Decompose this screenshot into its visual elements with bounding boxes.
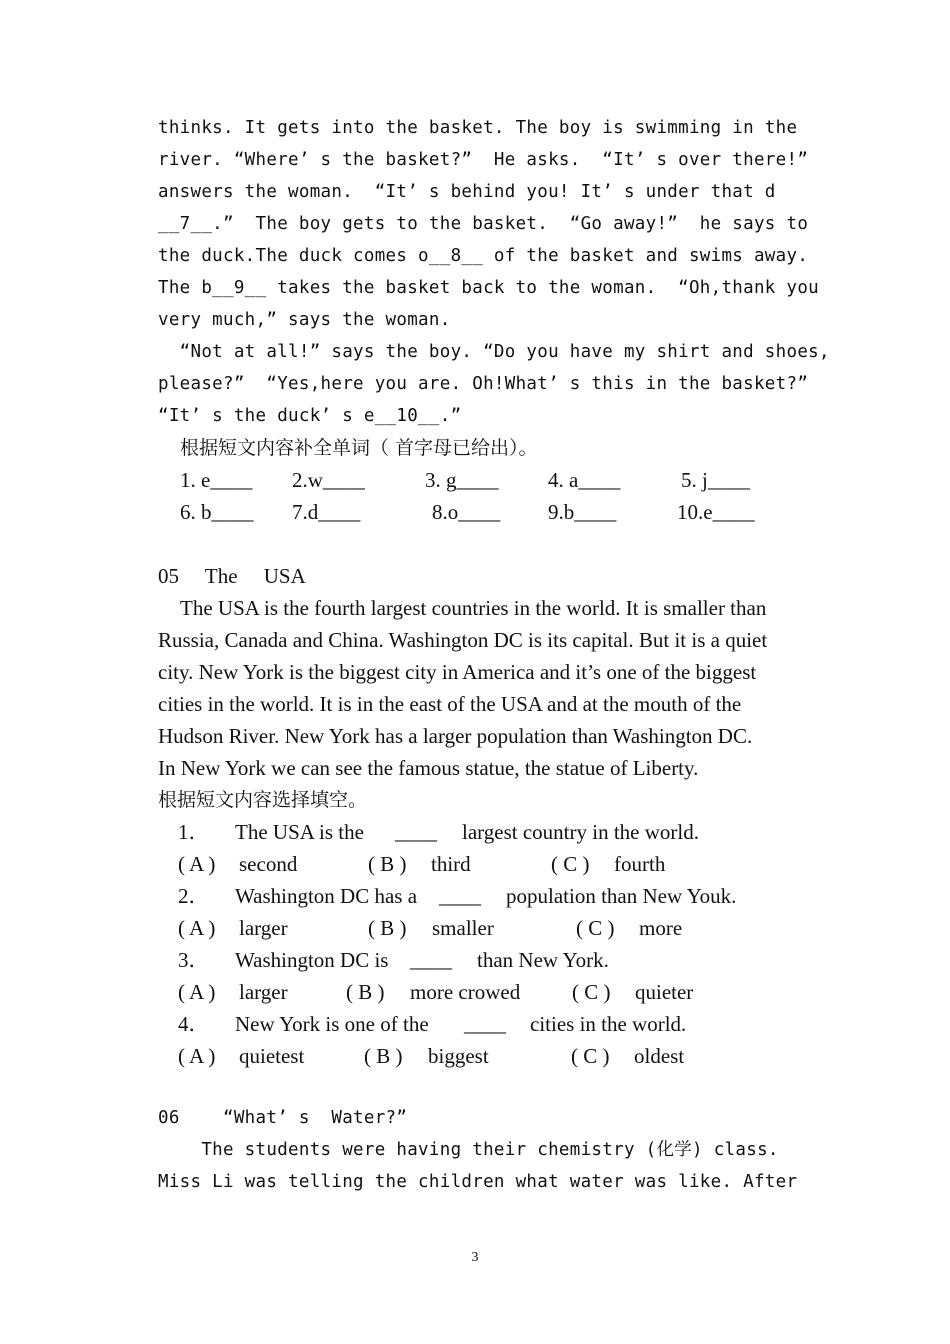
option-label: ( B ) bbox=[368, 916, 407, 940]
question-stem: Washington DC has a bbox=[235, 884, 418, 908]
question-stem: The USA is the bbox=[235, 820, 364, 844]
page-number: 3 bbox=[471, 1250, 479, 1265]
word-blank: 10.e____ bbox=[677, 500, 755, 524]
paragraph-line: Russia, Canada and China. Washington DC is its capital. But it is a quiet bbox=[158, 628, 768, 652]
question-stem: largest country in the world. bbox=[462, 820, 699, 844]
option-text: second bbox=[239, 852, 298, 876]
paragraph-line: cities in the world. It is in the east of the USA and at the mouth of the bbox=[158, 692, 742, 716]
option-text: more bbox=[639, 916, 683, 940]
question-stem: cities in the world. bbox=[530, 1012, 687, 1036]
question-number: 1． bbox=[178, 820, 210, 844]
option-label: ( C ) bbox=[572, 980, 611, 1004]
option-text: fourth bbox=[614, 852, 666, 876]
word-blank: 5. j____ bbox=[681, 468, 750, 492]
paragraph-line: city. New York is the biggest city in America and it’s one of the biggest bbox=[158, 660, 757, 684]
answer-blank: ____ bbox=[464, 1012, 506, 1036]
paragraph-line: The USA is the fourth largest countries in the world. It is smaller than bbox=[180, 596, 767, 620]
answer-blank: ____ bbox=[439, 884, 481, 908]
story-line: please?” “Yes,here you are. Oh!What’ s this in the basket?” bbox=[158, 374, 809, 394]
story-line: answers the woman. “It’ s behind you! It’ s under that d bbox=[158, 182, 776, 202]
story-line: river. “Where’ s the basket?” He asks. “It’ s over there!” bbox=[158, 150, 809, 170]
question-number: 2． bbox=[178, 884, 210, 908]
word-blank: 1. e____ bbox=[180, 468, 253, 492]
story-line: __7__.” The boy gets to the basket. “Go away!” he says to bbox=[158, 214, 809, 234]
section05-heading: 05 The USA bbox=[158, 564, 306, 588]
section05-instruction: 根据短文内容选择填空。 bbox=[158, 789, 368, 811]
word-blank: 2.w____ bbox=[292, 468, 365, 492]
answer-blank: ____ bbox=[395, 820, 437, 844]
story-line: “Not at all!” says the boy. “Do you have my shirt and shoes, bbox=[158, 342, 830, 362]
option-label: ( C ) bbox=[551, 852, 590, 876]
option-text: quietest bbox=[239, 1044, 305, 1068]
section06-heading: 06 “What’ s Water?” bbox=[158, 1108, 408, 1128]
question-number: 3． bbox=[178, 948, 210, 972]
option-label: ( C ) bbox=[571, 1044, 610, 1068]
option-label: ( A ) bbox=[178, 916, 216, 940]
story-line: the duck.The duck comes o__8__ of the basket and swims away. bbox=[158, 246, 809, 266]
option-label: ( A ) bbox=[178, 1044, 216, 1068]
question-stem: Washington DC is bbox=[235, 948, 389, 972]
option-text: third bbox=[431, 852, 471, 876]
word-blank: 3. g____ bbox=[425, 468, 499, 492]
option-text: larger bbox=[239, 980, 288, 1004]
question-stem: than New York. bbox=[477, 948, 609, 972]
option-text: oldest bbox=[634, 1044, 685, 1068]
paragraph-line: In New York we can see the famous statue, the statue of Liberty. bbox=[158, 756, 699, 780]
option-label: ( A ) bbox=[178, 980, 216, 1004]
word-blank: 4. a____ bbox=[548, 468, 621, 492]
option-text: smaller bbox=[432, 916, 494, 940]
question-stem: population than New Youk. bbox=[506, 884, 737, 908]
answer-blank: ____ bbox=[410, 948, 452, 972]
story-line: thinks. It gets into the basket. The boy is swimming in the bbox=[158, 118, 798, 138]
story-line: The b__9__ takes the basket back to the woman. “Oh,thank you bbox=[158, 278, 819, 298]
question-stem: New York is one of the bbox=[235, 1012, 429, 1036]
option-label: ( B ) bbox=[364, 1044, 403, 1068]
option-label: ( A ) bbox=[178, 852, 216, 876]
paragraph-line: Hudson River. New York has a larger population than Washington DC. bbox=[158, 724, 753, 748]
option-text: larger bbox=[239, 916, 288, 940]
option-label: ( B ) bbox=[346, 980, 385, 1004]
option-text: quieter bbox=[635, 980, 694, 1004]
story-line: very much,” says the woman. bbox=[158, 310, 451, 330]
option-label: ( B ) bbox=[368, 852, 407, 876]
option-text: biggest bbox=[428, 1044, 489, 1068]
section04-instruction: 根据短文内容补全单词（ 首字母已给出）。 bbox=[180, 437, 538, 459]
section06-line: The students were having their chemistry (化学) class. bbox=[158, 1140, 779, 1160]
question-number: 4． bbox=[178, 1012, 210, 1036]
word-blank: 9.b____ bbox=[548, 500, 617, 524]
word-blank: 8.o____ bbox=[432, 500, 501, 524]
option-label: ( C ) bbox=[576, 916, 615, 940]
section06-line: Miss Li was telling the children what water was like. After bbox=[158, 1172, 798, 1192]
word-blank: 6. b____ bbox=[180, 500, 254, 524]
story-line: “It’ s the duck’ s e__10__.” bbox=[158, 406, 462, 426]
word-blank: 7.d____ bbox=[292, 500, 361, 524]
option-text: more crowed bbox=[410, 980, 521, 1004]
